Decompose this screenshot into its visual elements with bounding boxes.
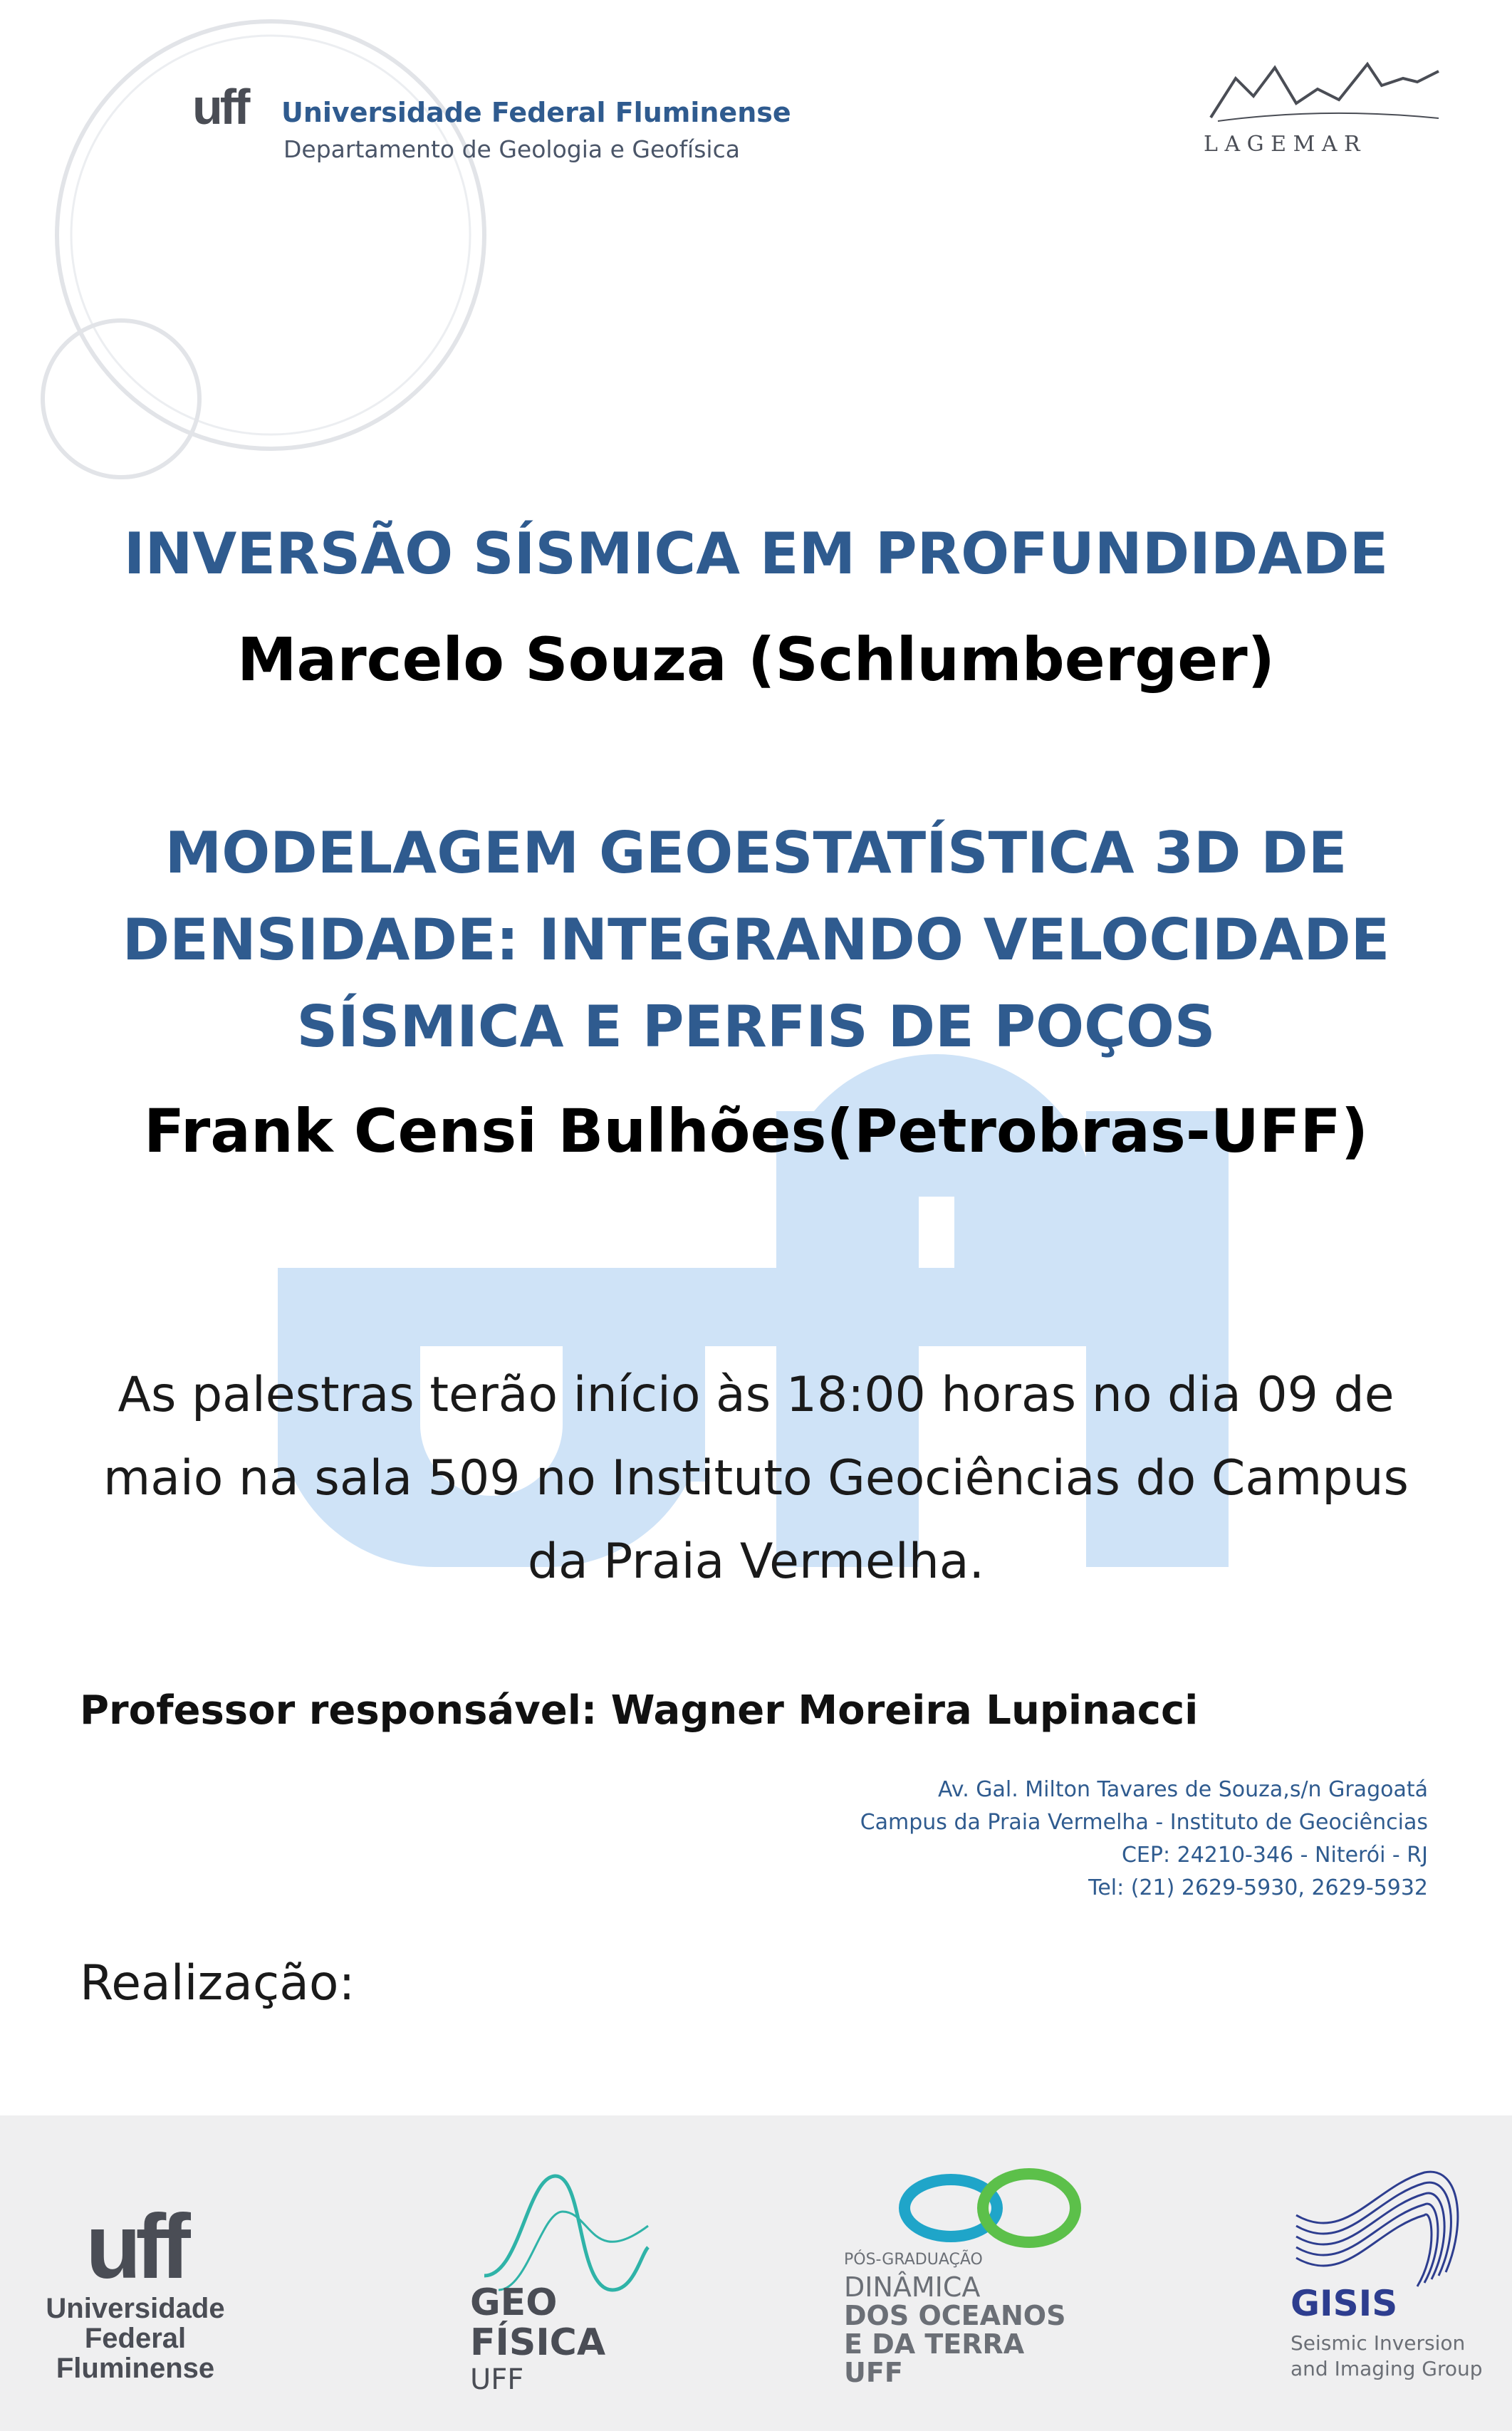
address-line: Tel: (21) 2629-5930, 2629-5932 bbox=[1088, 1875, 1428, 1900]
uff-header-logo bbox=[192, 79, 791, 177]
info-line: da Praia Vermelha. bbox=[527, 1534, 985, 1590]
infinity-icon bbox=[897, 2165, 1083, 2251]
geofisica-logo: GEO FÍSICA UFF bbox=[456, 2169, 669, 2411]
dinamica-logo: PÓS-GRADUAÇÃO DINÂMICA DOS OCEANOS E DA TERRA UFF bbox=[840, 2165, 1097, 2422]
talk2-speaker: Frank Censi Bulhões(Petrobras-UFF) bbox=[143, 1096, 1369, 1166]
talk1-title: INVERSÃO SÍSMICA EM PROFUNDIDADE bbox=[123, 521, 1389, 587]
info-line: maio na sala 509 no Instituto Geociências do Campus bbox=[103, 1450, 1409, 1506]
talk2-title-line: SÍSMICA E PERFIS DE POÇOS bbox=[296, 994, 1216, 1060]
department-name: Departamento de Geologia e Geofísica bbox=[283, 135, 740, 163]
address-block bbox=[712, 1774, 1428, 1905]
lagemar-logo bbox=[1204, 50, 1460, 171]
talk1-speaker: Marcelo Souza (Schlumberger) bbox=[236, 625, 1276, 694]
uff-footer-logo: uff Universidade Federal Fluminense bbox=[28, 2201, 242, 2415]
decorative-circles bbox=[0, 0, 541, 499]
talk2-title-line: MODELAGEM GEOESTATÍSTICA 3D DE bbox=[165, 820, 1347, 886]
uff-logo-mark: uff bbox=[192, 79, 248, 135]
professor-responsible: Professor responsável: Wagner Moreira Lupinacci bbox=[80, 1687, 1199, 1734]
address-line: CEP: 24210-346 - Niterói - RJ bbox=[1121, 1843, 1428, 1868]
talk2-title-line: DENSIDADE: INTEGRANDO VELOCIDADE bbox=[122, 907, 1390, 973]
gisis-logo: GISIS Seismic Inversion and Imaging Group bbox=[1275, 2165, 1488, 2422]
lagemar-text: L A G E M A R bbox=[1204, 132, 1360, 157]
sponsor-logos-footer bbox=[0, 2115, 1512, 2431]
address-line: Av. Gal. Milton Tavares de Souza,s/n Gragoatá bbox=[938, 1777, 1428, 1802]
info-line: As palestras terão início às 18:00 horas no dia 09 de bbox=[118, 1367, 1394, 1423]
mountain-line-icon bbox=[1204, 50, 1446, 128]
university-name: Universidade Federal Fluminense bbox=[281, 97, 791, 128]
realizacao-label: Realização: bbox=[80, 1955, 355, 2011]
uff-footer-mark: uff bbox=[85, 2196, 185, 2298]
address-line: Campus da Praia Vermelha - Instituto de Geociências bbox=[860, 1810, 1428, 1835]
